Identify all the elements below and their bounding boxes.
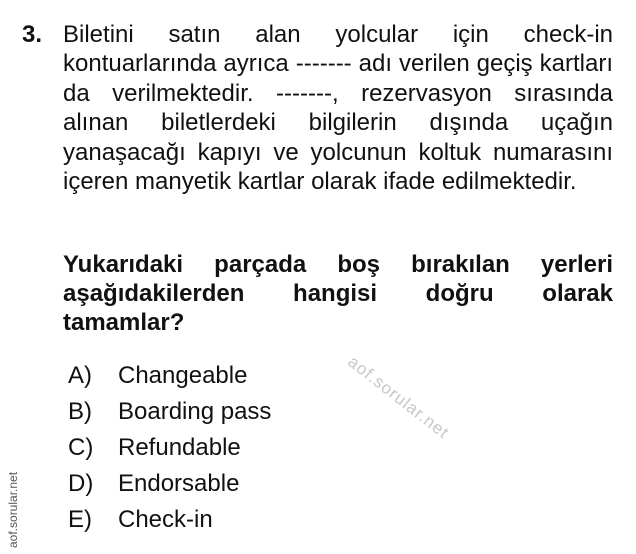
side-watermark: aof.sorular.net [6, 471, 20, 548]
diagonal-watermark: aof.sorular.net [344, 352, 453, 443]
option-letter: B) [68, 398, 92, 425]
question-prompt: Yukarıdaki parçada boş bırakılan yerleri aşağıdakilerden hangisi doğru olarak tamamlar? [63, 251, 613, 336]
option-b[interactable] [68, 394, 271, 430]
option-text: Endorsable [118, 470, 240, 497]
option-text: Boarding pass [118, 398, 272, 425]
option-text: Refundable [118, 434, 241, 461]
question-stem: Biletini satın alan yolcular için check-in kontuarlarında ayrıca ------- adı verilen geçiş kartları da verilmektedir. -------, rezervasyon sırasında alınan biletlerdeki bilgilerin dışında uçağın yanaşacağı kapıyı ve yolcunun koltuk numarasını içeren manyetik kartlar olarak ifade edilmektedir. [63, 21, 613, 196]
option-d[interactable] [68, 466, 271, 502]
option-c[interactable] [68, 430, 271, 466]
question-number: 3. [22, 21, 43, 48]
option-text: Check-in [118, 506, 213, 533]
option-letter: E) [68, 506, 92, 533]
answer-options [68, 358, 271, 538]
option-letter: A) [68, 362, 92, 389]
option-a[interactable] [68, 358, 271, 394]
option-text: Changeable [118, 362, 248, 389]
option-letter: D) [68, 470, 94, 497]
option-e[interactable] [68, 502, 271, 538]
option-letter: C) [68, 434, 94, 461]
